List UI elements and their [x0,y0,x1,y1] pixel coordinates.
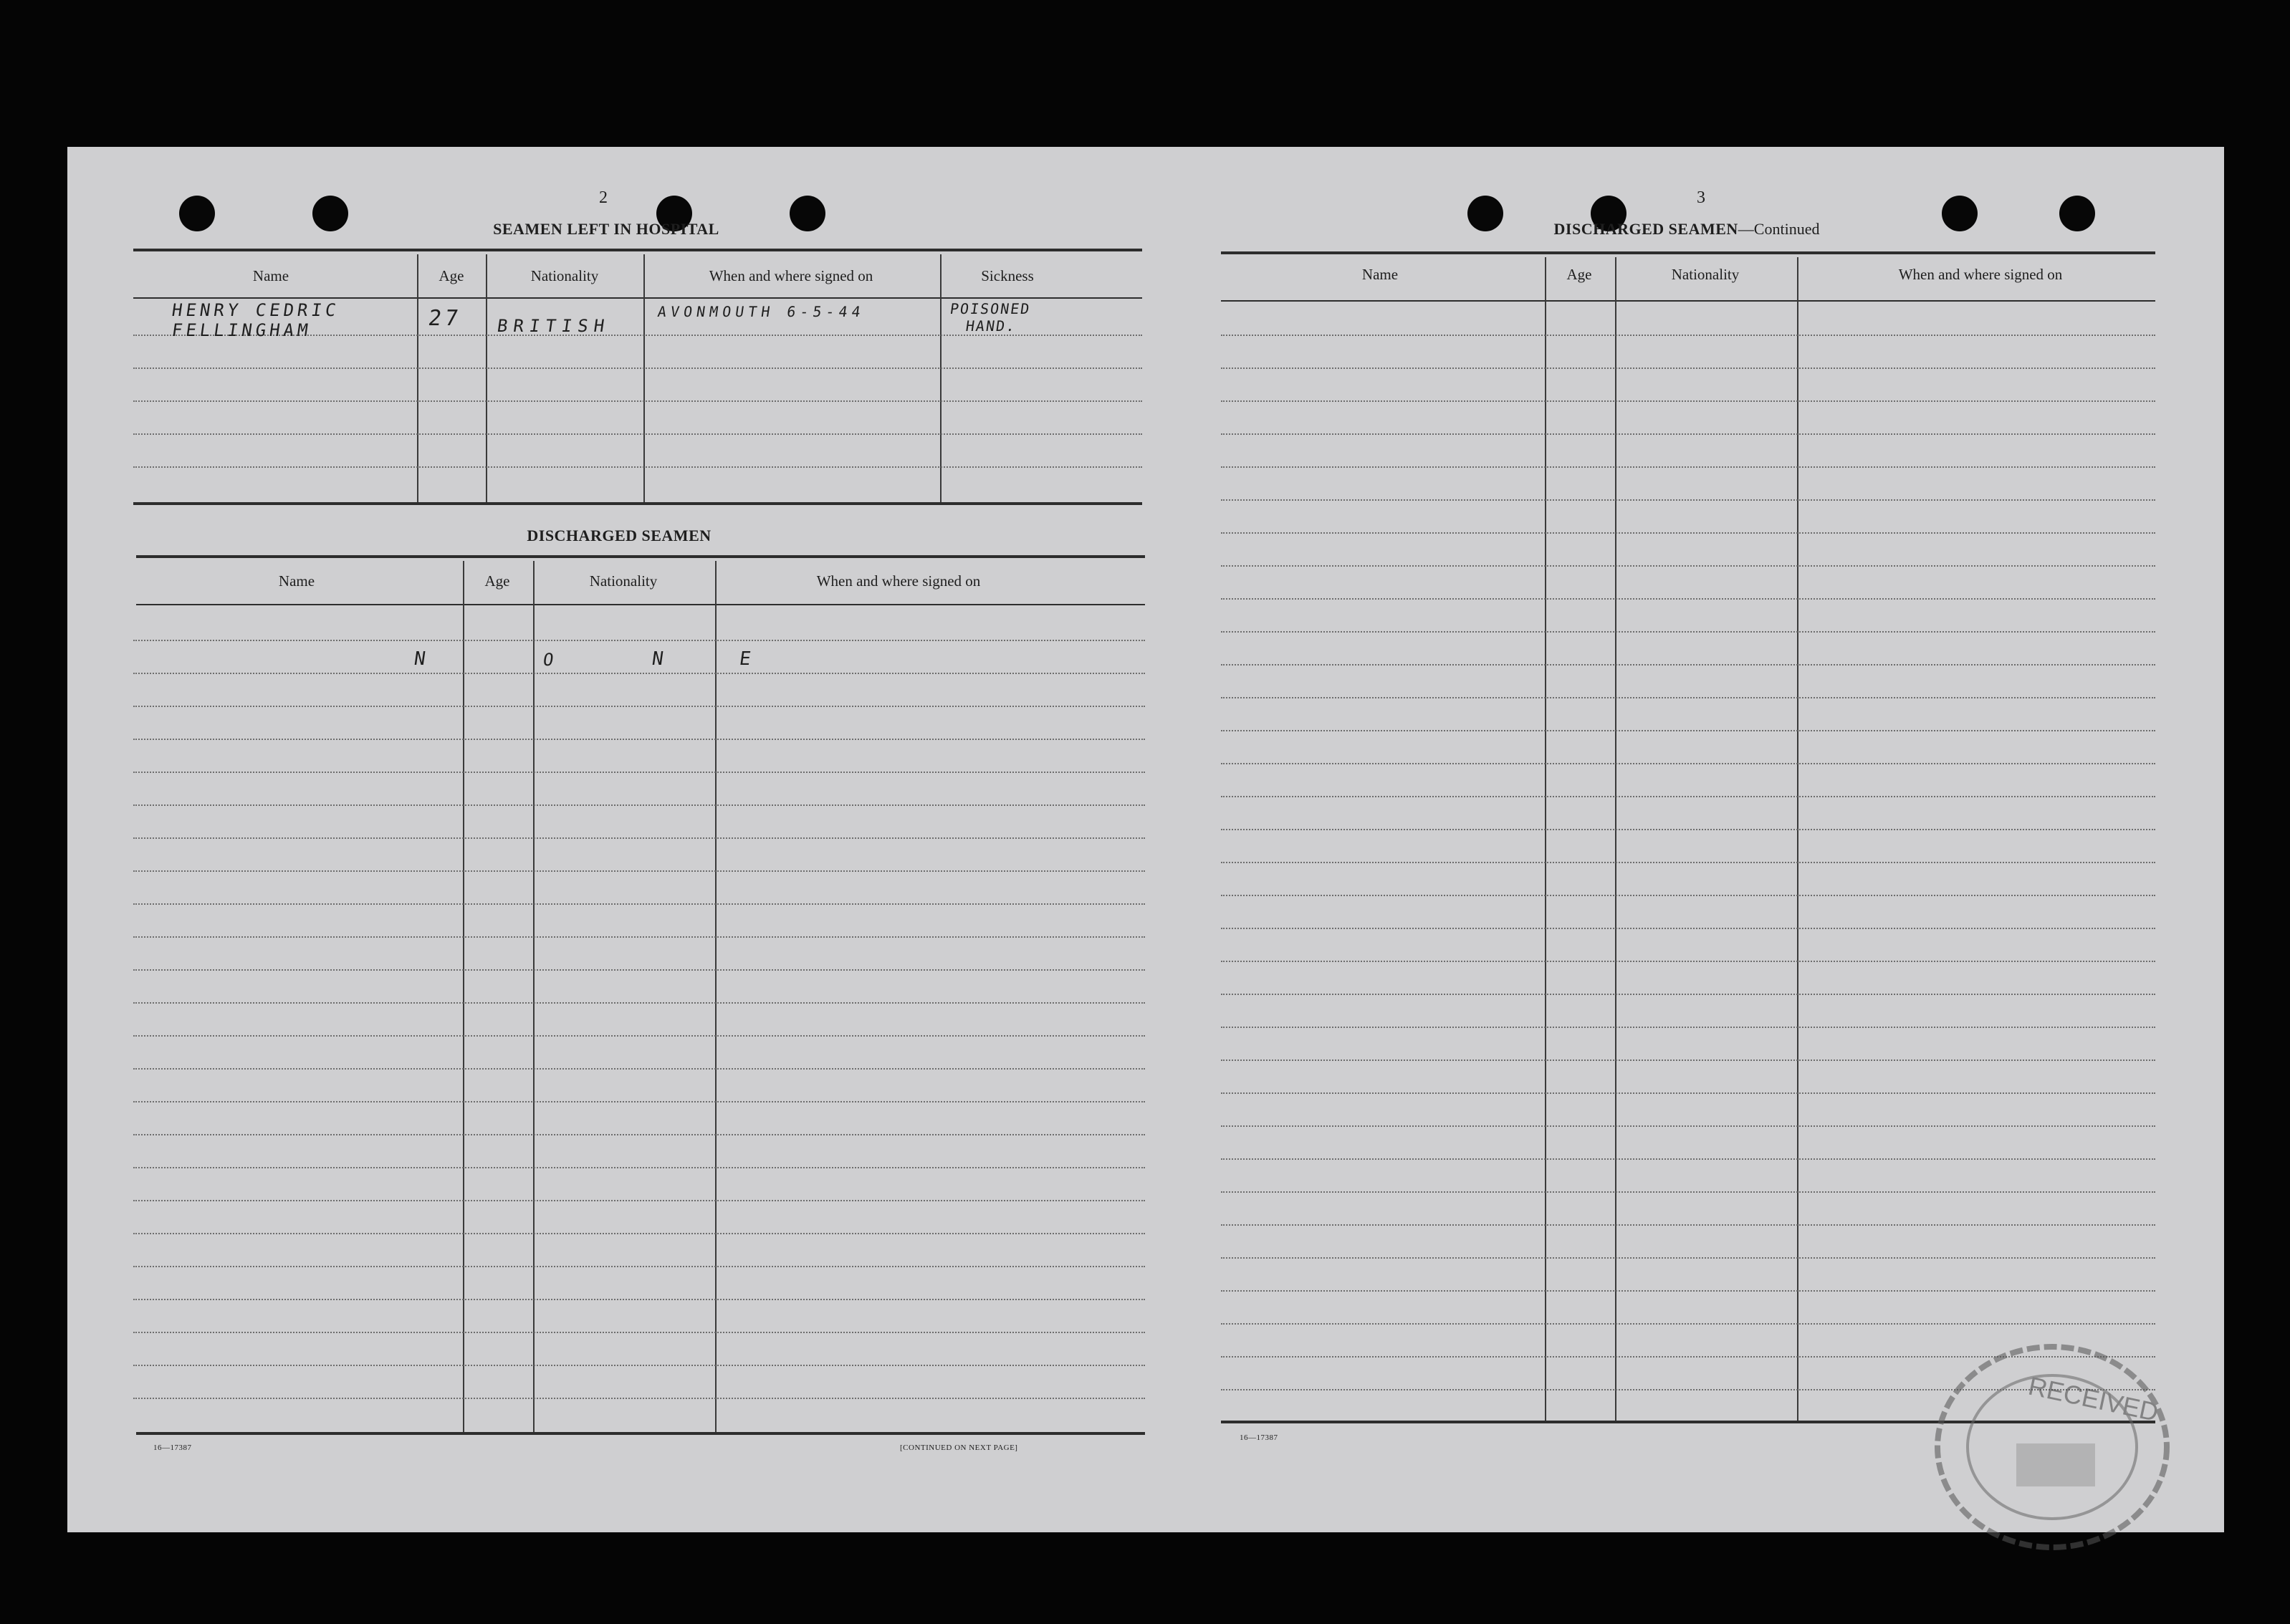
entry-line [133,1233,1145,1234]
discharged-header-rule [136,604,1145,605]
entry-line [133,936,1145,938]
discharged-continued-title [1554,220,1820,239]
punch-hole [312,196,348,231]
seaman-sickness-line1: POISONED [949,300,1033,317]
entry-line [1221,928,2155,929]
hospital-col-divider [417,254,418,502]
entry-line [133,1134,1145,1135]
entry-line [133,640,1145,641]
discharged-continued-title-main: DISCHARGED SEAMEN [1553,220,1738,238]
discharged-table-top-rule [136,555,1145,558]
entry-line [1221,697,2155,698]
right-header-nationality: Nationality [1671,266,1740,283]
right-col-divider [1797,257,1798,1421]
hospital-col-divider [486,254,487,502]
entry-line [133,1002,1145,1004]
entry-line [133,837,1145,839]
entry-line [133,969,1145,971]
discharged-col-divider [715,561,717,1432]
entry-line [1221,1060,2155,1061]
entry-line [1221,763,2155,764]
punch-hole [790,196,825,231]
entry-line [133,367,1142,369]
none-letter: N [412,648,431,670]
entry-line [133,804,1145,806]
none-letter: O [542,650,559,670]
hospital-col-divider [940,254,942,502]
entry-line [133,673,1145,674]
entry-line [133,1101,1145,1102]
entry-line [133,1365,1145,1366]
entry-line [133,1200,1145,1201]
entry-line [1221,829,2155,830]
right-col-divider [1545,257,1546,1421]
hospital-col-divider [643,254,645,502]
hospital-header-sickness: Sickness [981,267,1034,284]
seaman-name-line2: FELLINGHAM [171,320,313,340]
seaman-nationality: BRITISH [496,316,612,336]
entry-line [133,433,1142,435]
received-stamp [1916,1322,2195,1565]
entry-line [1221,466,2155,468]
entry-line [1221,499,2155,501]
discharged-header-nationality: Nationality [589,572,658,590]
discharged-col-divider [463,561,464,1432]
entry-line [133,903,1145,905]
entry-line [1221,532,2155,534]
entry-line [133,1068,1145,1070]
hospital-header-name: Name [252,267,289,284]
hospital-header-nationality: Nationality [530,267,599,284]
hospital-section-title: SEAMEN LEFT IN HOSPITAL [493,220,719,238]
hospital-table-top-rule [133,249,1142,251]
continued-note: [CONTINUED ON NEXT PAGE] [900,1443,1018,1452]
punch-hole [179,196,215,231]
entry-line [133,706,1145,707]
right-header-signed-on: When and where signed on [1898,266,2063,283]
entry-line [1221,730,2155,731]
page-number-right: 3 [1697,188,1705,207]
punch-hole [1467,196,1503,231]
entry-line [1221,367,2155,369]
entry-line [1221,400,2155,402]
entry-line [133,1035,1145,1037]
entry-line [133,1398,1145,1399]
entry-line [1221,433,2155,435]
seaman-age: 27 [426,306,464,331]
form-code-left: 16—17387 [153,1443,192,1452]
entry-line [133,400,1142,402]
seaman-signed-on: AVONMOUTH 6-5-44 [656,303,866,320]
hospital-header-age: Age [439,267,464,284]
discharged-header-age: Age [484,572,510,590]
entry-line [133,739,1145,740]
entry-line [133,772,1145,773]
entry-line [1221,1191,2155,1193]
seaman-sickness-line2: HAND. [964,317,1017,335]
discharged-continued-suffix: —Continued [1738,220,1820,238]
punch-hole [1942,196,1978,231]
discharged-section-title: DISCHARGED SEAMEN [527,527,712,544]
entry-line [133,466,1142,468]
hospital-header-signed-on: When and where signed on [709,267,873,284]
page-number-left: 2 [599,188,608,207]
entry-line [1221,796,2155,797]
entry-line [133,1167,1145,1168]
entry-line [1221,1092,2155,1094]
discharged-col-divider [533,561,535,1432]
entry-line [1221,335,2155,336]
entry-line [1221,994,2155,995]
entry-line [1221,1027,2155,1028]
form-code-right: 16—17387 [1240,1433,1278,1442]
entry-line [1221,1158,2155,1160]
right-header-name: Name [1361,266,1399,283]
entry-line [133,870,1145,872]
right-header-age: Age [1566,266,1592,283]
document-sheet [67,147,2224,1532]
hospital-header-rule [133,297,1142,299]
entry-line [133,1299,1145,1300]
entry-line [1221,664,2155,666]
discharged-table-bottom-rule [136,1432,1145,1435]
entry-line [1221,862,2155,863]
entry-line [1221,895,2155,896]
hospital-table-bottom-rule [133,502,1142,505]
stamp-text: RECEIVED [2026,1370,2161,1427]
entry-line [1221,565,2155,567]
entry-line [1221,961,2155,962]
right-col-divider [1615,257,1616,1421]
none-letter: N [650,648,669,670]
entry-line [133,1266,1145,1267]
entry-line [1221,1257,2155,1259]
entry-line [133,1332,1145,1333]
entry-line [1221,631,2155,633]
entry-line [1221,1290,2155,1292]
entry-line [1221,1125,2155,1127]
discharged-header-signed-on: When and where signed on [816,572,981,590]
discharged-header-name: Name [278,572,315,590]
right-header-rule [1221,300,2155,302]
punch-hole [2059,196,2095,231]
seaman-name-line1: HENRY CEDRIC [171,300,341,320]
entry-line [1221,1224,2155,1226]
entry-line [1221,598,2155,600]
none-letter: E [737,648,756,670]
right-table-top-rule [1221,251,2155,254]
